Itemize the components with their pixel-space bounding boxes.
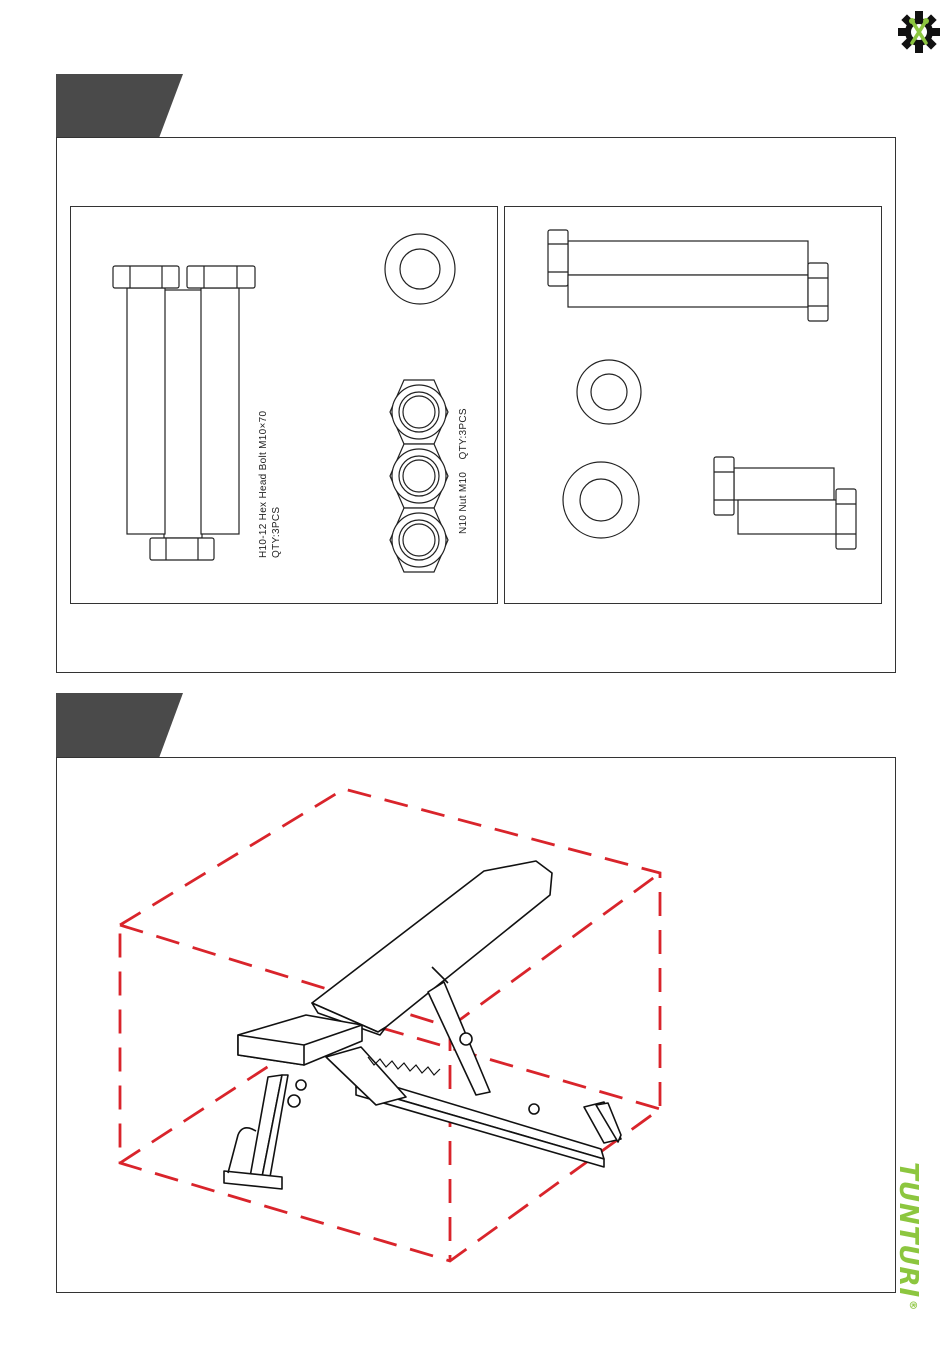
bolt-shank <box>164 290 202 538</box>
nut-label <box>457 408 470 534</box>
bolt-label <box>257 411 283 558</box>
bolt-quantity: QTY:3PCS <box>271 506 282 558</box>
hardware-drawing-left <box>70 206 498 604</box>
nut-quantity: QTY:3PCS <box>458 408 469 460</box>
brand-logo <box>893 1162 923 1311</box>
registered-mark: ® <box>906 1300 918 1312</box>
brand-name: TUNTURI <box>893 1162 923 1299</box>
bolt-name: H10-12 Hex Head Bolt M10×70 <box>258 410 269 558</box>
gear-tools-icon <box>896 8 942 54</box>
step-2-tab <box>56 693 183 758</box>
hardware-drawing-right <box>504 206 882 604</box>
adjustable-bench-icon <box>56 757 896 1293</box>
nut-name: N10 Nut M10 <box>458 471 469 534</box>
step-1-tab <box>56 74 183 138</box>
